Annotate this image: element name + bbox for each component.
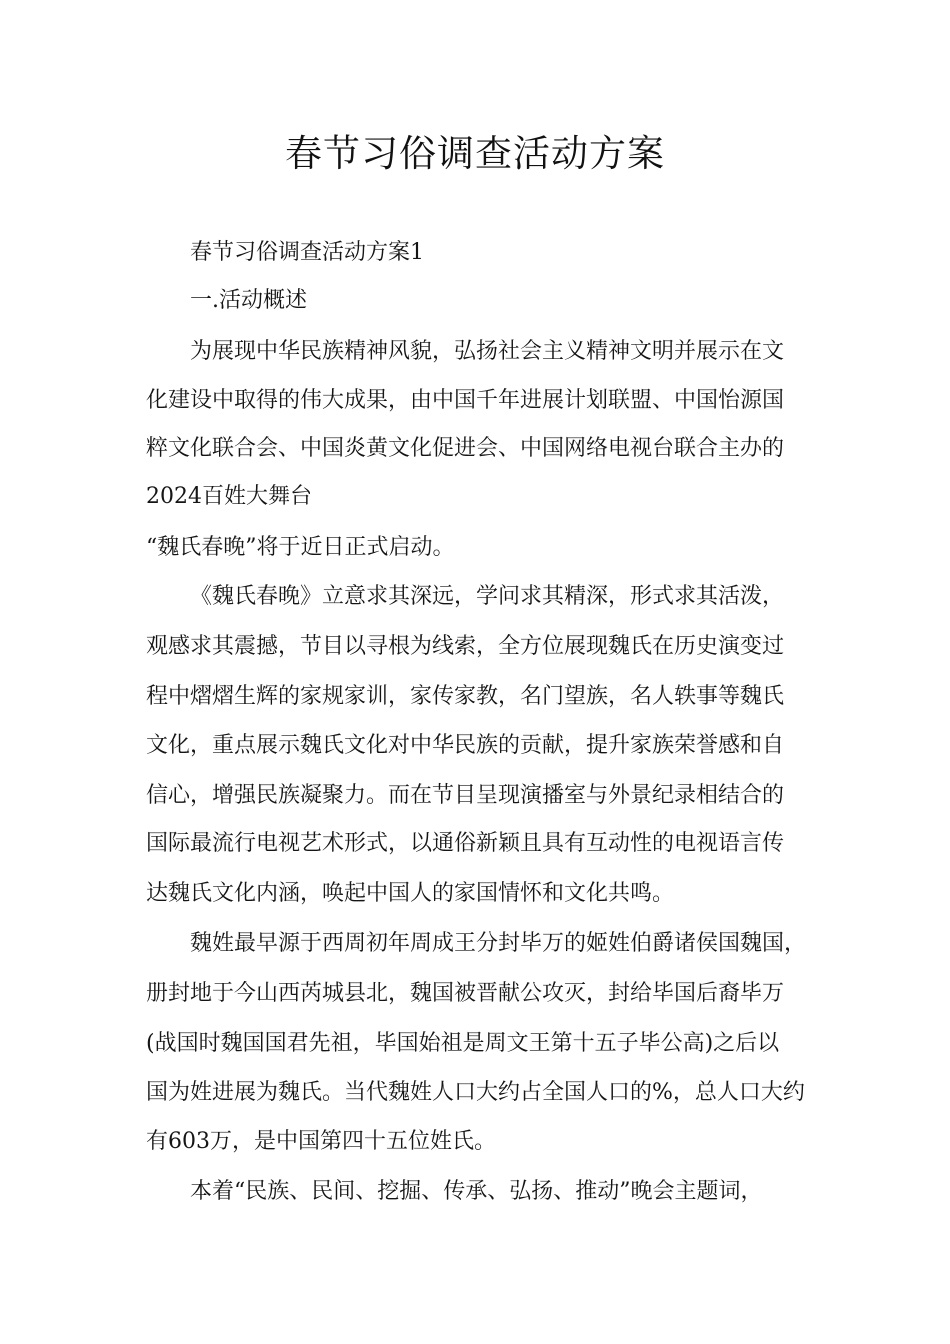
paragraph-line: 信心，增强民族凝聚力。而在节目呈现演播室与外景纪录相结合的 <box>146 783 785 808</box>
paragraph-line: 为展现中华民族精神风貌，弘扬社会主义精神文明并展示在文 <box>190 339 785 364</box>
paragraph-line: 程中熠熠生辉的家规家训，家传家教，名门望族，名人轶事等魏氏 <box>146 684 785 709</box>
paragraph-line: 国际最流行电视艺术形式，以通俗新颖且具有互动性的电视语言传 <box>146 831 785 856</box>
paragraph-line: 2024百姓大舞台 <box>146 484 312 509</box>
paragraph-line: 册封地于今山西芮城县北，魏国被晋献公攻灭，封给毕国后裔毕万 <box>146 981 785 1006</box>
paragraph-line: 粹文化联合会、中国炎黄文化促进会、中国网络电视台联合主办的 <box>146 436 785 461</box>
paragraph-line: (战国时魏国国君先祖，毕国始祖是周文王第十五子毕公高)之后以 <box>146 1031 780 1056</box>
paragraph-line: 化建设中取得的伟大成果，由中国千年进展计划联盟、中国怡源国 <box>146 388 785 413</box>
paragraph-line: 《魏氏春晚》立意求其深远，学问求其精深，形式求其活泼， <box>190 584 785 609</box>
paragraph-line: 文化，重点展示魏氏文化对中华民族的贡献，提升家族荣誉感和自 <box>146 733 785 758</box>
paragraph-line: 观感求其震撼，节目以寻根为线索，全方位展现魏氏在历史演变过 <box>146 634 785 659</box>
paragraph-line: 国为姓进展为魏氏。当代魏姓人口大约占全国人口的%，总人口大约 <box>146 1080 805 1105</box>
paragraph-line: 有603万，是中国第四十五位姓氏。 <box>146 1129 496 1154</box>
paragraph-line: 达魏氏文化内涵，唤起中国人的家国情怀和文化共鸣。 <box>146 881 675 906</box>
paragraph-line: 本着“民族、民间、挖掘、传承、弘扬、推动”晚会主题词， <box>190 1179 763 1204</box>
document-title: 春节习俗调查活动方案 <box>285 132 665 175</box>
section-heading: 春节习俗调查活动方案1 <box>190 240 424 265</box>
paragraph-line: “魏氏春晚”将于近日正式启动。 <box>146 535 455 560</box>
subsection-heading: 一.活动概述 <box>190 288 307 313</box>
paragraph-line: 魏姓最早源于西周初年周成王分封毕万的姬姓伯爵诸侯国魏国， <box>190 931 807 956</box>
